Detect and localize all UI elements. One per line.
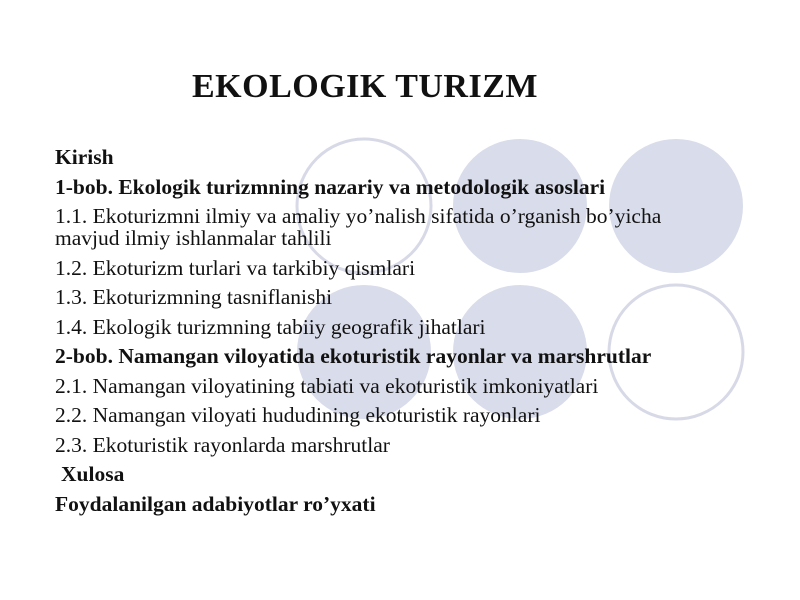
toc-item-intro: Kirish (55, 145, 114, 169)
toc-item-chapter-2: 2-bob. Namangan viloyatida ekoturistik rayonlar va marshrutlar (55, 344, 652, 368)
toc-item-conclusion: Xulosa (61, 462, 125, 486)
toc-item-2-2: 2.2. Namangan viloyati hududining ekoturistik rayonlari (55, 403, 541, 427)
toc-item-1-3: 1.3. Ekoturizmning tasniflanishi (55, 285, 333, 309)
toc-item-1-4: 1.4. Ekologik turizmning tabiiy geografik jihatlari (55, 314, 486, 339)
toc-item-2-1: 2.1. Namangan viloyatining tabiati va ekoturistik imkoniyatlari (55, 373, 599, 398)
toc-item-2-3: 2.3. Ekoturistik rayonlarda marshrutlar (55, 432, 390, 457)
toc-item-1-1: 1.1. Ekoturizmni ilmiy va amaliy yo’nalish sifatida o’rganish bo’yicha mavjud ilmiy ishlanmalar tahlili (55, 204, 662, 250)
toc-item-1-2: 1.2. Ekoturizm turlari va tarkibiy qismlari (55, 255, 416, 280)
slide-title: EKOLOGIK TURIZM (192, 68, 538, 105)
table-of-contents (55, 146, 695, 522)
toc-item-chapter-1: 1-bob. Ekologik turizmning nazariy va metodologik asoslari (55, 174, 606, 199)
toc-item-references: Foydalanilgan adabiyotlar ro’yxati (55, 491, 376, 516)
